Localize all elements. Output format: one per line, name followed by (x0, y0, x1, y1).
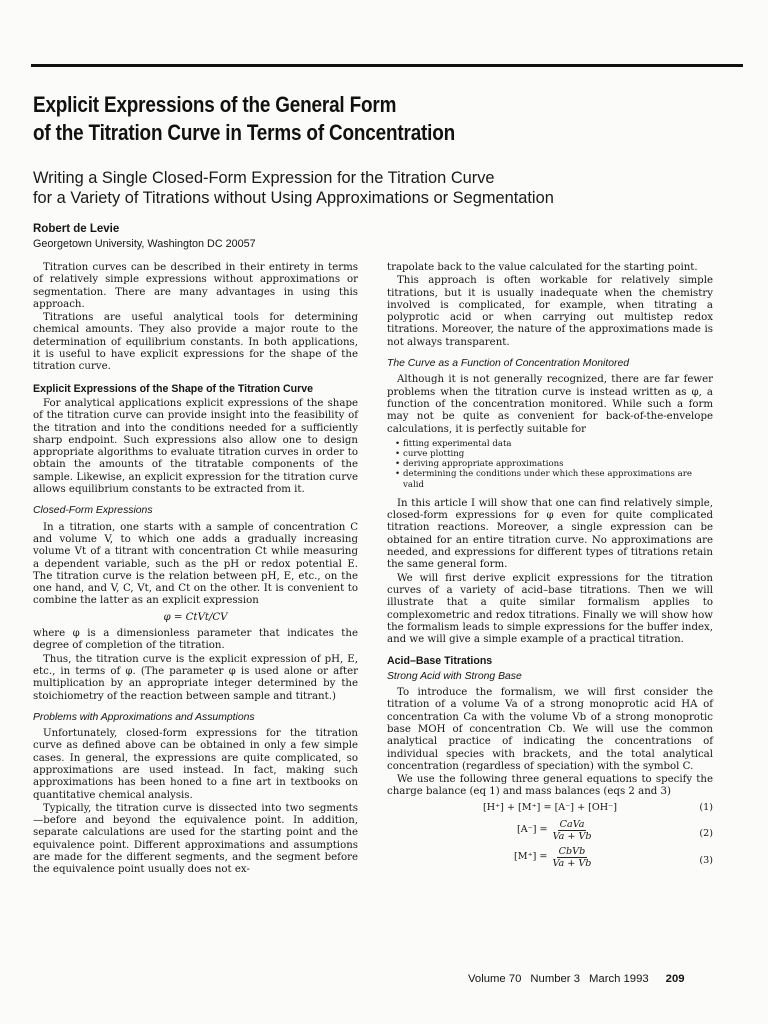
equation-2-fraction (551, 819, 594, 842)
subsection-heading: The Curve as a Function of Concentration Monitored (387, 358, 629, 370)
paragraph: Although it is not generally recognized, there are far fewer problems when the titration curve is instead written as φ, a function of the concentration monitored. While such a form may not be quite as convenient for back-of-the-envelope calculations, it is perfectly suitable for (387, 374, 713, 435)
paragraph: We will first derive explicit expressions for the titration curves of a variety of acid–base titrations. Then we will illustrate that a quite similar formalism applies to complexometric and redox titrations. Finally we will show how the formalism leads to simple expressions for the buffer index, and we will give a simple example of a practical titration. (387, 572, 713, 646)
section-heading: Acid–Base Titrations (387, 655, 493, 668)
equation-3-lhs: [M⁺] = (514, 851, 548, 863)
equation-3-denominator: Va + Vb (552, 857, 592, 869)
equation-1-body: [H⁺] + [M⁺] = [A⁻] + [OH⁻] (483, 801, 617, 813)
section-heading: Explicit Expressions of the Shape of the Titration Curve (33, 382, 314, 395)
paragraph: To introduce the formalism, we will first consider the titration of a volume Va of a strong monoprotic acid HA of concentration Ca with the volume Vb of a strong monoprotic base MOH of concentration Cb. We will use the common analytical practice of indicating the concentrations of individual species with brackets, and the total analytical concentration (regardless of speciation) with the symbol C. (387, 687, 713, 772)
subsection-heading: Strong Acid with Strong Base (387, 670, 522, 682)
paragraph: This approach is often workable for relatively simple titrations, but it is usually inadequate when the chemistry involved is complicated, for example, when titrating a polyprotic acid or when carrying out multistep redox titrations. Moreover, the nature of the approximations made is not always transparent. (387, 275, 713, 348)
paragraph: Typically, the titration curve is dissected into two segments—before and beyond the equivalence point. In addition, separate calculations are used for the starting point and the equivalence point. Different approximations and assumptions are made for the different segments, and the segment before the equivalence point usually does not ex- (33, 802, 358, 876)
equation-2 (387, 819, 713, 846)
paragraph: For analytical applications explicit expressions of the shape of the titration curve can provide insight into the feasibility of the titration and into the conditions needed for a sufficiently sharp endpoint. Such expressions also allow one to design appropriate algorithms to evaluate titration curves in order to obtain the amounts of the titratable components of the sample. Likewise, an explicit expression for the titration curve allows equilibrium constants to be extracted from it. (33, 397, 358, 496)
subtitle-line-1: Writing a Single Closed-Form Expression for the Titration Curve (33, 169, 495, 187)
page-number: 209 (665, 973, 685, 985)
list-item: • curve plotting (395, 449, 713, 459)
footer-number: Number 3 (530, 973, 580, 985)
bullet-list (395, 439, 713, 490)
paragraph: In this article I will show that one can find relatively simple, closed-form expressions for φ even for quite complicated titration reactions. Moreover, a single expression can be obtained for an entire titration curve. No approximations are needed, and expressions for different types of titrations retain the same general form. (387, 497, 713, 571)
list-item: • deriving appropriate approximations (395, 459, 713, 469)
list-item: • determining the conditions under which these approximations are valid (395, 469, 713, 489)
title-line-2: of the Titration Curve in Terms of Concentration (33, 120, 456, 145)
equation-2-numerator: CaVa (559, 818, 585, 830)
equation-2-denominator: Va + Vb (552, 830, 592, 842)
article-subtitle (33, 168, 733, 208)
footer-date: March 1993 (589, 973, 649, 985)
subsection-heading: Closed-Form Expressions (33, 505, 153, 517)
left-column (33, 262, 358, 878)
author-affiliation: Georgetown University, Washington DC 20057 (33, 238, 256, 250)
equation-3-number: (3) (699, 854, 713, 866)
paragraph: We use the following three general equations to specify the charge balance (eq 1) and mass balances (eqs 2 and 3) (387, 774, 713, 798)
footer-volume: Volume 70 (468, 973, 522, 985)
top-rule (31, 64, 743, 67)
subtitle-line-2: for a Variety of Titrations without Using Approximations or Segmentation (33, 189, 554, 207)
right-column (387, 262, 713, 873)
equation-3-numerator: CbVb (558, 845, 586, 857)
phi-equation: φ = CtVt/CV (163, 611, 228, 623)
paragraph: where φ is a dimensionless parameter that indicates the degree of completion of the titration. (33, 628, 358, 652)
list-item: • fitting experimental data (395, 439, 713, 449)
equation-2-number: (2) (699, 827, 713, 839)
paragraph: trapolate back to the value calculated for the starting point. (387, 262, 698, 273)
paragraph: Thus, the titration curve is the explicit expression of pH, E, etc., in terms of φ. (The parameter φ is used alone or after multiplication by an appropriate integer determined by the stoichiometry of the reaction between sample and titrant.) (33, 653, 358, 702)
subsection-heading: Problems with Approximations and Assumptions (33, 711, 255, 723)
author-name: Robert de Levie (33, 223, 120, 235)
paragraph: Unfortunately, closed-form expressions for the titration curve as defined above can be obtained in only a few simple cases. In general, the expressions are quite complicated, so approximations are used instead. In fact, making such approximations has been honed to a fine art in textbooks on quantitative chemical analysis. (33, 728, 358, 801)
paragraph: Titrations are useful analytical tools for determining chemical amounts. They also provide a major route to the determination of equilibrium constants. In both applications, it is useful to have explicit expressions for the shape of the titration curve. (33, 312, 358, 373)
paragraph: In a titration, one starts with a sample of concentration C and volume V, to which one adds a gradually increasing volume Vt of a titrant with concentration Ct while measuring a dependent variable, such as the pH or redox potential E. The titration curve is the relation between pH, E, etc., on the one hand, and V, C, Vt, and Ct on the other. It is convenient to combine the latter as an explicit expression (33, 521, 358, 607)
equation-3 (387, 846, 713, 873)
equation-1 (387, 802, 713, 819)
equation-2-lhs: [A⁻] = (517, 824, 548, 836)
article-title (33, 91, 618, 147)
equation-1-number: (1) (699, 801, 713, 813)
page-footer (468, 973, 713, 985)
equation-3-fraction (550, 846, 593, 869)
title-line-1: Explicit Expressions of the General Form (33, 92, 397, 117)
paragraph: Titration curves can be described in their entirety in terms of relatively simple expressions without approximations or segmentation. There are many advantages in using this approach. (33, 262, 358, 310)
